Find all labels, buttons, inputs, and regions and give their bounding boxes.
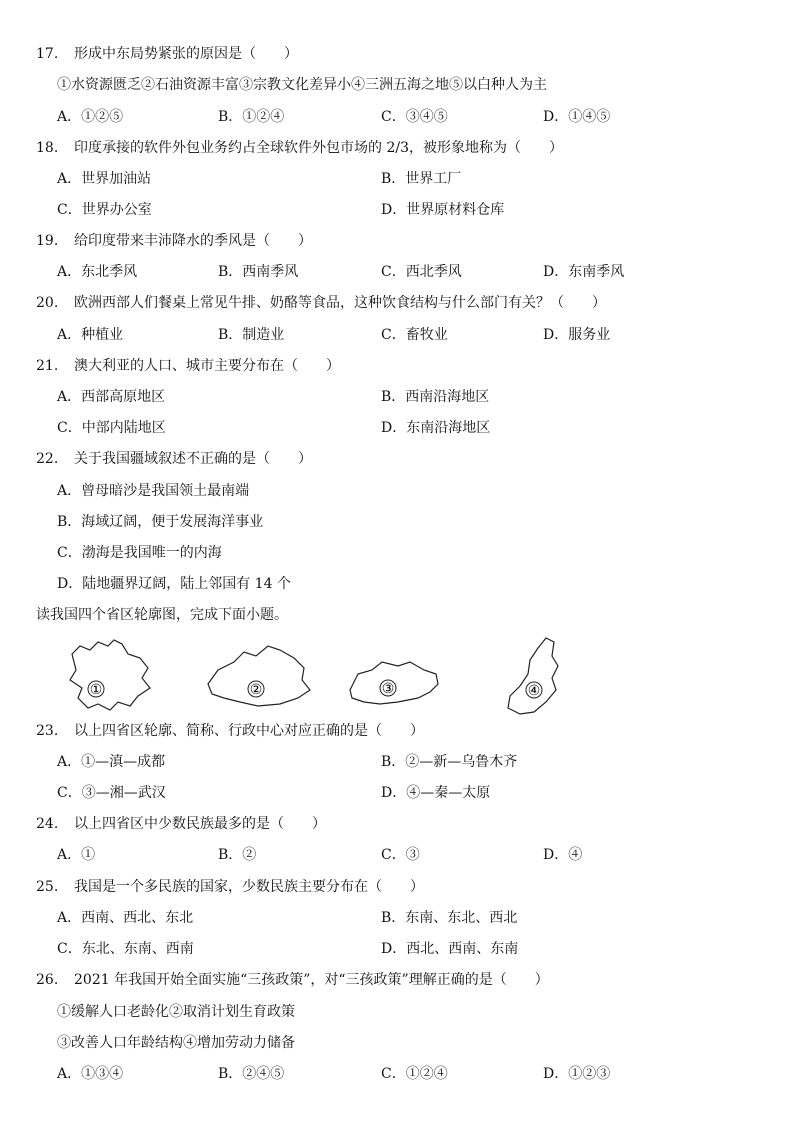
q19-option-a[interactable]: A．东北季风 (57, 264, 138, 280)
q21-option-a[interactable]: A．西部高原地区 (57, 389, 166, 405)
q23-option-d[interactable]: D．④—秦—太原 (381, 785, 491, 801)
q22-option-b[interactable]: B．海域辽阔，便于发展海洋事业 (57, 514, 264, 530)
q22-option-c[interactable]: C．渤海是我国唯一的内海 (57, 545, 222, 561)
q20-option-a[interactable]: A．种植业 (57, 327, 124, 343)
q25-option-b[interactable]: B．东南、东北、西北 (381, 910, 518, 926)
province-outline-maps (58, 632, 578, 724)
q18-option-c[interactable]: C．世界办公室 (57, 202, 152, 218)
question-25: 25. 我国是一个多民族的国家，少数民族主要分布在（ ） (36, 879, 424, 895)
q17-option-b[interactable]: B．①②④ (218, 109, 285, 125)
question-26: 26. 2021 年我国开始全面实施“三孩政策”，对“三孩政策”理解正确的是（ ） (36, 972, 549, 988)
q17-option-d[interactable]: D．①④⑤ (543, 109, 611, 125)
question-26-statements-1: ①缓解人口老龄化②取消计划生育政策 (57, 1004, 295, 1020)
q25-option-d[interactable]: D．西北、西南、东南 (381, 941, 519, 957)
q26-option-d[interactable]: D．①②③ (543, 1066, 611, 1082)
question-17: 17. 形成中东局势紧张的原因是（ ） (36, 46, 298, 62)
q25-option-a[interactable]: A．西南、西北、东北 (57, 910, 194, 926)
q24-option-c[interactable]: C．③ (381, 847, 420, 863)
q17-option-c[interactable]: C．③④⑤ (381, 109, 448, 125)
province-outlines-svg (58, 632, 578, 724)
q20-option-d[interactable]: D．服务业 (543, 327, 611, 343)
q26-option-c[interactable]: C．①②④ (381, 1066, 448, 1082)
question-20: 20. 欧洲西部人们餐桌上常见牛排、奶酪等食品，这种饮食结构与什么部门有关？（ ） (36, 295, 606, 311)
q21-option-d[interactable]: D．东南沿海地区 (381, 420, 491, 436)
q21-option-b[interactable]: B．西南沿海地区 (381, 389, 490, 405)
map-label-3: ③ (381, 681, 395, 697)
question-21: 21. 澳大利亚的人口、城市主要分布在（ ） (36, 358, 340, 374)
q17-option-a[interactable]: A．①②⑤ (57, 109, 124, 125)
q20-option-b[interactable]: B．制造业 (218, 327, 285, 343)
q22-option-a[interactable]: A．曾母暗沙是我国领土最南端 (57, 483, 250, 499)
q26-option-a[interactable]: A．①③④ (57, 1066, 124, 1082)
q19-option-b[interactable]: B．西南季风 (218, 264, 299, 280)
q18-option-a[interactable]: A．世界加油站 (57, 171, 152, 187)
q26-option-b[interactable]: B．②④⑤ (218, 1066, 285, 1082)
question-17-statements: ①水资源匮乏②石油资源丰富③宗教文化差异小④三洲五海之地⑤以白种人为主 (57, 77, 547, 93)
q23-option-b[interactable]: B．②—新—乌鲁木齐 (381, 754, 518, 770)
q22-option-d[interactable]: D．陆地疆界辽阔，陆上邻国有 14 个 (57, 576, 291, 592)
q23-option-a[interactable]: A．①—滇—成都 (57, 754, 166, 770)
map-label-1: ① (89, 682, 103, 698)
q24-option-a[interactable]: A．① (57, 847, 96, 863)
map-label-2: ② (249, 682, 263, 698)
q24-option-d[interactable]: D．④ (543, 847, 583, 863)
q19-option-c[interactable]: C．西北季风 (381, 264, 462, 280)
q18-option-b[interactable]: B．世界工厂 (381, 171, 462, 187)
question-26-statements-2: ③改善人口年龄结构④增加劳动力储备 (57, 1035, 295, 1051)
province-outline-4 (508, 638, 558, 714)
q21-option-c[interactable]: C．中部内陆地区 (57, 420, 166, 436)
question-22: 22. 关于我国疆域叙述不正确的是（ ） (36, 451, 312, 467)
reading-prompt: 读我国四个省区轮廓图，完成下面小题。 (36, 607, 288, 623)
question-23: 23. 以上四省区轮廓、简称、行政中心对应正确的是（ ） (36, 723, 424, 739)
q19-option-d[interactable]: D．东南季风 (543, 264, 625, 280)
q18-option-d[interactable]: D．世界原材料仓库 (381, 202, 505, 218)
q25-option-c[interactable]: C．东北、东南、西南 (57, 941, 194, 957)
question-18: 18. 印度承接的软件外包业务约占全球软件外包市场的 2/3，被形象地称为（ ） (36, 140, 563, 156)
q20-option-c[interactable]: C．畜牧业 (381, 327, 448, 343)
map-label-4: ④ (527, 683, 541, 699)
q24-option-b[interactable]: B．② (218, 847, 257, 863)
q23-option-c[interactable]: C．③—湘—武汉 (57, 785, 166, 801)
province-outline-1 (70, 640, 150, 710)
question-24: 24. 以上四省区中少数民族最多的是（ ） (36, 816, 326, 832)
question-19: 19. 给印度带来丰沛降水的季风是（ ） (36, 233, 312, 249)
